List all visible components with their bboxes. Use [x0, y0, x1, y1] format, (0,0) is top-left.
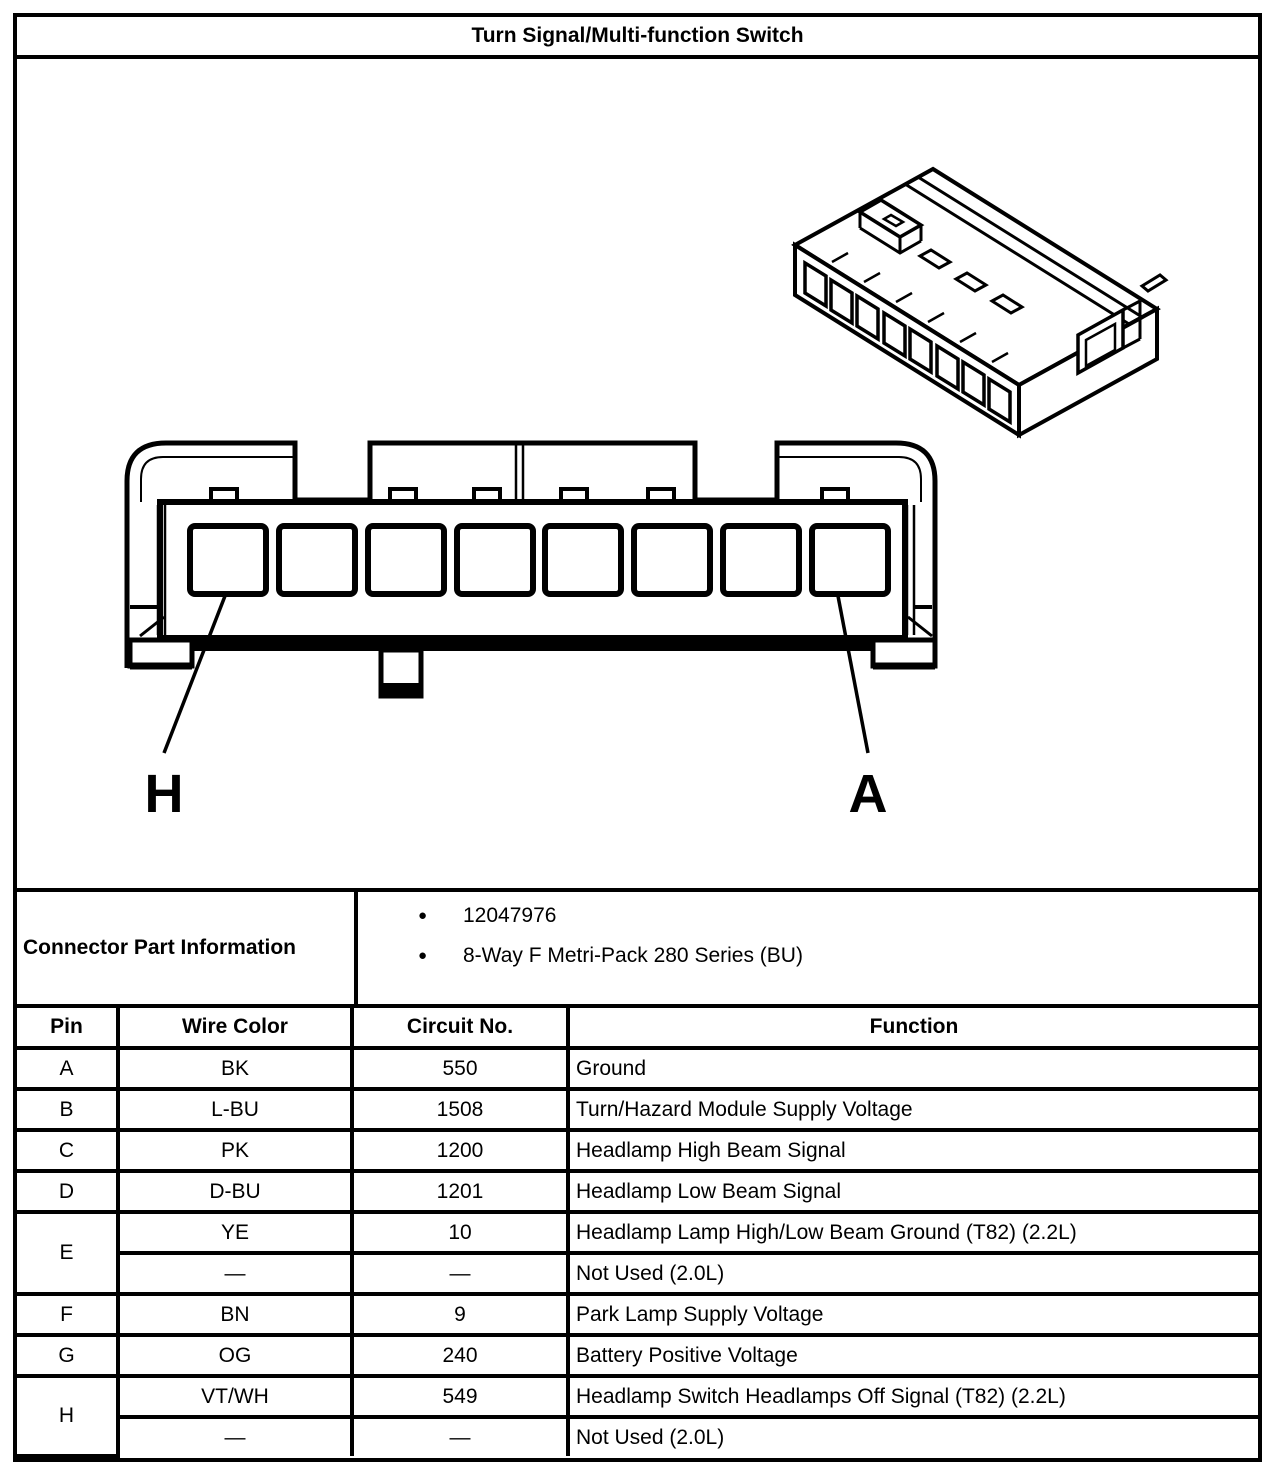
iso-corner-nub: [1142, 275, 1166, 291]
part-number: 12047976: [463, 904, 557, 927]
circuit-no-cell: —: [352, 1253, 568, 1294]
pin-cell: H: [17, 1376, 118, 1456]
connector-sheet: [13, 13, 1262, 1462]
wire-color-cell: OG: [118, 1335, 352, 1376]
front-top-divider: [516, 443, 523, 500]
pin-cell: G: [17, 1335, 118, 1376]
pin-cell: A: [17, 1048, 118, 1089]
function-cell: Not Used (2.0L): [568, 1417, 1258, 1456]
wire-color-cell: BN: [118, 1294, 352, 1335]
circuit-no-cell: 1201: [352, 1171, 568, 1212]
cavity-a: [812, 526, 888, 594]
pin-label-a: A: [848, 764, 888, 824]
cavity-f: [368, 526, 444, 594]
table-row: [17, 1048, 1258, 1089]
title-bar: [17, 17, 1258, 59]
bullet-icon: ●: [418, 947, 428, 964]
wire-color-cell: PK: [118, 1130, 352, 1171]
connector-part-info-content: [358, 892, 1258, 1004]
cavity-h: [190, 526, 266, 594]
list-item: [418, 936, 1258, 976]
list-item: [418, 896, 1258, 936]
connector-front-view: [127, 443, 935, 696]
function-cell: Battery Positive Voltage: [568, 1335, 1258, 1376]
connector-part-info-list: [358, 896, 1258, 976]
connector-part-info-label: Connector Part Information: [17, 892, 358, 1004]
connector-diagram: [17, 59, 1258, 888]
table-row: [17, 1212, 1258, 1253]
cavity-d: [545, 526, 621, 594]
function-cell: Not Used (2.0L): [568, 1253, 1258, 1294]
connector-part-info-row: [17, 892, 1258, 1008]
table-row: [17, 1171, 1258, 1212]
function-cell: Park Lamp Supply Voltage: [568, 1294, 1258, 1335]
page-title: Turn Signal/Multi-function Switch: [471, 24, 804, 47]
cavity-c: [634, 526, 710, 594]
wire-color-cell: L-BU: [118, 1089, 352, 1130]
front-corner-braces: [140, 617, 932, 636]
table-row: [17, 1130, 1258, 1171]
table-row: [17, 1376, 1258, 1417]
pin-cell: F: [17, 1294, 118, 1335]
wire-color-cell: YE: [118, 1212, 352, 1253]
function-cell: Headlamp Lamp High/Low Beam Ground (T82) (2.2L): [568, 1212, 1258, 1253]
function-cell: Ground: [568, 1048, 1258, 1089]
function-cell: Turn/Hazard Module Supply Voltage: [568, 1089, 1258, 1130]
circuit-no-cell: 550: [352, 1048, 568, 1089]
table-row: [17, 1417, 1258, 1456]
circuit-no-cell: 9: [352, 1294, 568, 1335]
wire-color-cell: —: [118, 1417, 352, 1456]
function-cell: Headlamp Low Beam Signal: [568, 1171, 1258, 1212]
cavity-g: [279, 526, 355, 594]
header-circuit-no: Circuit No.: [352, 1008, 568, 1048]
front-terminal-cavities: [190, 526, 888, 594]
pin-function-table: [17, 1008, 1258, 1458]
wire-color-cell: BK: [118, 1048, 352, 1089]
header-wire-color: Wire Color: [118, 1008, 352, 1048]
wire-color-cell: —: [118, 1253, 352, 1294]
table-row: [17, 1335, 1258, 1376]
front-right-foot: [873, 640, 935, 666]
connector-diagram-area: [17, 59, 1258, 892]
table-row: [17, 1294, 1258, 1335]
circuit-no-cell: 549: [352, 1376, 568, 1417]
circuit-no-cell: 1508: [352, 1089, 568, 1130]
front-center-tab-tip: [383, 683, 419, 696]
bullet-icon: ●: [418, 907, 428, 924]
circuit-no-cell: 1200: [352, 1130, 568, 1171]
table-header-row: [17, 1008, 1258, 1048]
pin-cell: D: [17, 1171, 118, 1212]
function-cell: Headlamp High Beam Signal: [568, 1130, 1258, 1171]
leader-line-a: [838, 596, 868, 753]
front-left-foot: [130, 640, 192, 666]
circuit-no-cell: 240: [352, 1335, 568, 1376]
wire-color-cell: D-BU: [118, 1171, 352, 1212]
circuit-no-cell: —: [352, 1417, 568, 1456]
pin-cell: C: [17, 1130, 118, 1171]
pin-cell: E: [17, 1212, 118, 1294]
pin-label-h: H: [144, 764, 184, 824]
leader-line-h: [164, 596, 225, 753]
table-row: [17, 1253, 1258, 1294]
function-cell: Headlamp Switch Headlamps Off Signal (T82) (2.2L): [568, 1376, 1258, 1417]
pin-cell: B: [17, 1089, 118, 1130]
cavity-e: [457, 526, 533, 594]
circuit-no-cell: 10: [352, 1212, 568, 1253]
header-pin: Pin: [17, 1008, 118, 1048]
header-function: Function: [568, 1008, 1258, 1048]
part-series: 8-Way F Metri-Pack 280 Series (BU): [463, 944, 803, 967]
wire-color-cell: VT/WH: [118, 1376, 352, 1417]
cavity-b: [723, 526, 799, 594]
connector-3d-view: [795, 169, 1166, 435]
table-row: [17, 1089, 1258, 1130]
